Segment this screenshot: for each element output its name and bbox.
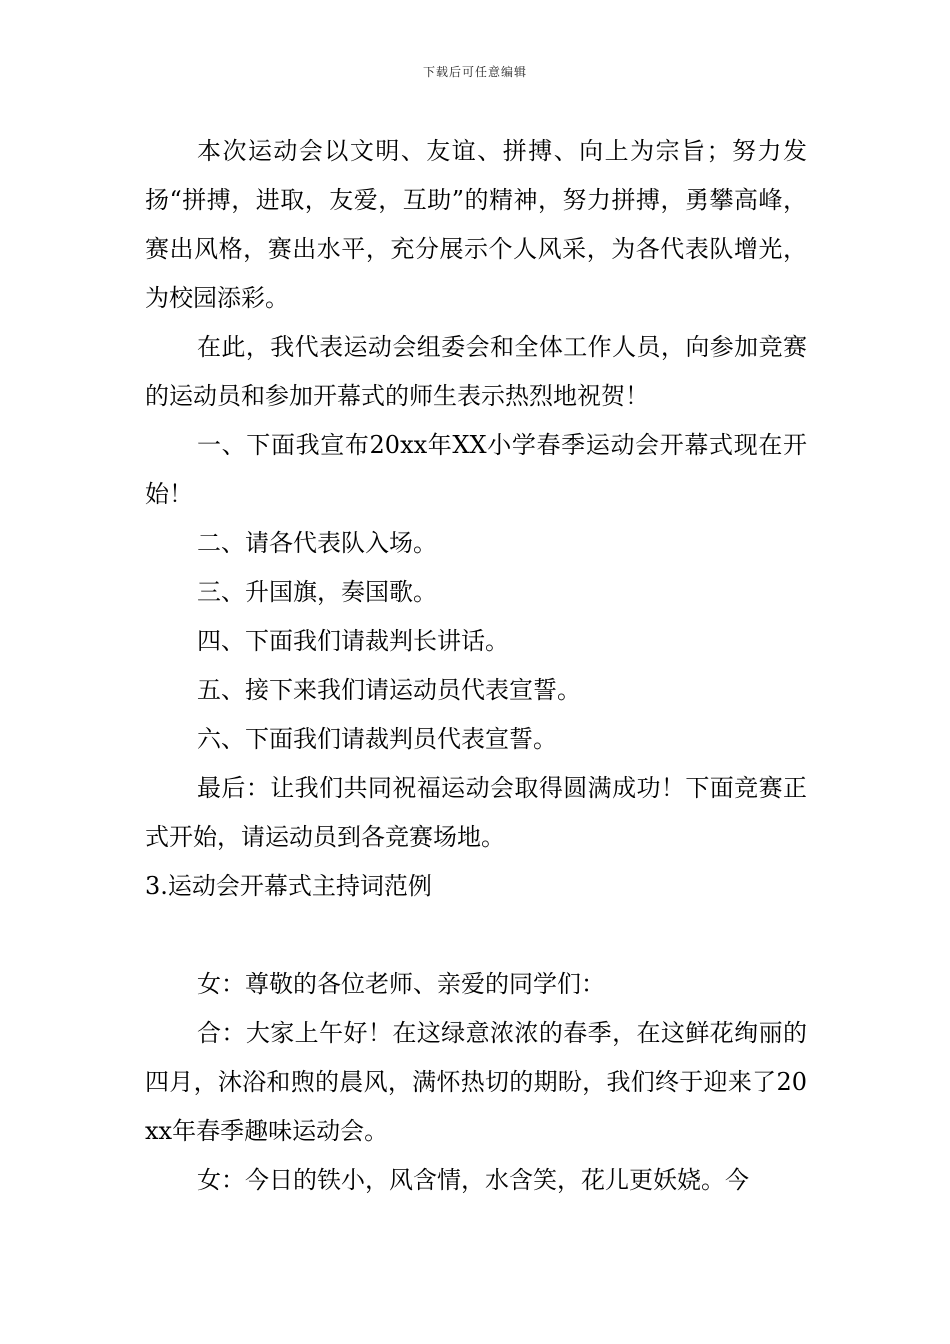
agenda-item-5: 五、接下来我们请运动员代表宣誓。: [197, 676, 581, 704]
agenda-item-1: 一、下面我宣布20xx年XX小学春季运动会开幕式现在开始！: [145, 431, 807, 508]
dialogue-female-2: 女：今日的铁小，风含情，水含笑，花儿更妖娆。今: [197, 1166, 749, 1194]
paragraph-congratulations: 在此，我代表运动会组委会和全体工作人员，向参加竞赛的运动员和参加开幕式的师生表示热烈地祝贺！: [145, 333, 807, 410]
agenda-item-3: 三、升国旗，奏国歌。: [197, 578, 437, 606]
dialogue-together: 合：大家上午好！在这绿意浓浓的春季，在这鲜花绚丽的四月，沐浴和煦的晨风，满怀热切的期盼，我们终于迎来了20xx年春季趣味运动会。: [145, 1019, 807, 1145]
dialogue-female-greeting: 女：尊敬的各位老师、亲爱的同学们：: [197, 970, 605, 998]
agenda-item-6: 六、下面我们请裁判员代表宣誓。: [197, 725, 557, 753]
blank-line: [145, 911, 807, 960]
agenda-item-2: 二、请各代表队入场。: [197, 529, 437, 557]
paragraph-purpose: 本次运动会以文明、友谊、拼搏、向上为宗旨；努力发扬“拼搏，进取，友爱，互助”的精神，努力拼搏，勇攀高峰，赛出风格，赛出水平，充分展示个人风采，为各代表队增光，为校园添彩。: [145, 137, 807, 312]
agenda-item-4: 四、下面我们请裁判长讲话。: [197, 627, 509, 655]
document-body: [145, 127, 807, 1205]
paragraph-closing: 最后：让我们共同祝福运动会取得圆满成功！下面竞赛正式开始，请运动员到各竞赛场地。: [145, 774, 807, 851]
page-header: 下载后可任意编辑: [422, 65, 527, 79]
section-title: 3.运动会开幕式主持词范例: [145, 872, 432, 900]
